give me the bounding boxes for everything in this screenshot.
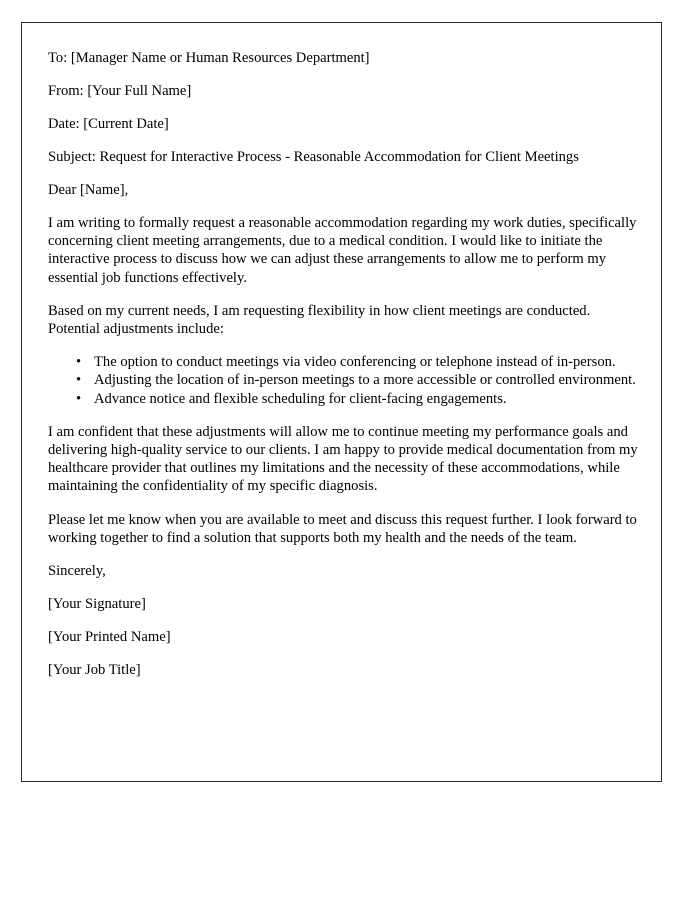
- salutation-line: Dear [Name],: [48, 182, 129, 198]
- sender-line: From: [Your Full Name]: [48, 83, 192, 99]
- adjustments-list: [48, 353, 639, 408]
- request-lead-in-paragraph: Based on my current needs, I am requesting flexibility in how client meetings are conducted. Potential adjustments include:: [48, 302, 591, 338]
- list-item: • Advance notice and flexible scheduling for client-facing engagements.: [76, 390, 639, 408]
- confidence-paragraph: I am confident that these adjustments will allow me to continue meeting my performance goals and delivering high-quality service to our clients. I am happy to provide medical documentation from my healthcare provider that outlines my limitations and the necessity of these accommodations, while maintaining the confidentiality of my specific diagnosis.: [48, 423, 638, 495]
- intro-paragraph: I am writing to formally request a reasonable accommodation regarding my work duties, specifically concerning client meeting arrangements, due to a medical condition. I would like to initiate the interactive process to discuss how we can adjust these arrangements to allow me to perform my essential job functions effectively.: [48, 215, 637, 286]
- signature-line: [Your Signature]: [48, 596, 146, 613]
- list-item: • Adjusting the location of in-person meetings to a more accessible or controlled environment.: [76, 371, 639, 389]
- subject-line: Subject: Request for Interactive Process - Reasonable Accommodation for Client Meetings: [48, 149, 579, 165]
- date-line: Date: [Current Date]: [48, 116, 169, 132]
- printed-name-line: [Your Printed Name]: [48, 629, 171, 646]
- follow-up-paragraph: Please let me know when you are available to meet and discuss this request further. I look forward to working together to find a solution that supports both my health and the needs of the team.: [48, 511, 637, 546]
- valediction-line: Sincerely,: [48, 563, 106, 580]
- signature-block: [48, 562, 639, 679]
- letter-document-frame: [21, 22, 662, 782]
- job-title-line: [Your Job Title]: [48, 662, 141, 679]
- letter-body: [22, 23, 661, 679]
- recipient-line: To: [Manager Name or Human Resources Department]: [48, 50, 370, 66]
- list-item: • The option to conduct meetings via video conferencing or telephone instead of in-person.: [76, 353, 639, 371]
